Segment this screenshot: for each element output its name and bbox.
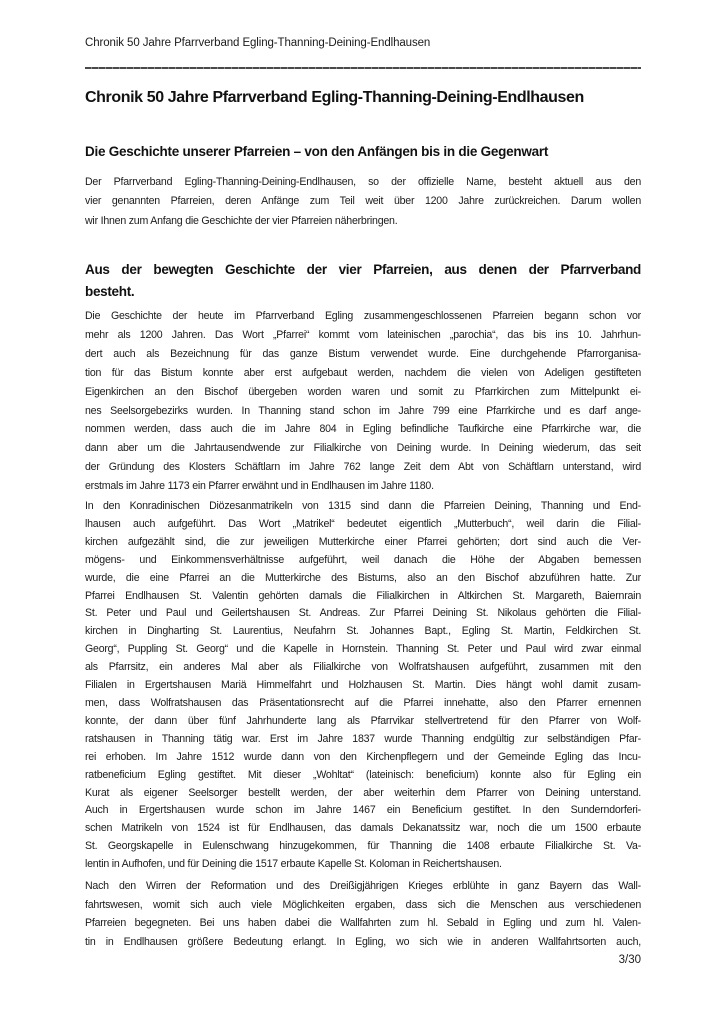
text-line: Nach den Wirren der Reformation und des Dreißigjährigen Krieges erblühte in ganz Bayern das Wall-	[85, 880, 641, 892]
text-line: rei erhoben. Im Jahre 1512 wurde dann von den Kirchenpflegern und der Gemeinde Egling das Incu-	[85, 750, 641, 763]
text-line: erstmals im Jahre 1173 ein Pfarrer erwähnt und in Endlhausen im Jahre 1180.	[85, 480, 434, 493]
text-line: ratshausen in Thanning tätig war. Erst im Jahre 1837 wurde Thanning endgültig zur selbständigen Pfar-	[85, 732, 641, 745]
text-line: kirchen in Dingharting St. Laurentius, Neufahrn St. Johannes Bapt., Egling St. Martin, Feldkirchen St.	[85, 625, 641, 638]
text-line: nes Seelsorgebezirks wurden. In Thanning stand schon im Jahre 799 eine Pfarrkirche und es darf ange-	[85, 404, 641, 417]
text-line: In den Konradinischen Diözesanmatrikeln von 1315 sind dann die Pfarreien Deining, Thanning und End-	[85, 500, 641, 512]
text-line: Eigenkirchen an den Bischof übergeben worden waren und somit zu Pfarrkirchen zum Mittelpunkt ei-	[85, 385, 641, 398]
section-heading-aus-der-bewegten-geschichte	[85, 259, 641, 304]
text-line: besteht.	[85, 284, 135, 300]
text-line: Georg“, Puppling St. Georg“ und die Kapelle in Hornstein. Thanning St. Peter und Paul wird zwar einmal	[85, 643, 641, 656]
paragraph-wallfahrten	[85, 877, 641, 952]
document-title: Chronik 50 Jahre Pfarrverband Egling-Thanning-Deining-Endlhausen	[85, 89, 584, 106]
header-separator-line	[85, 67, 641, 69]
text-line: als Pfarrsitz, ein anderes Mal aber als Filialkirche von Wolfratshausen aufgeführt, zusammen mit den	[85, 661, 641, 674]
text-line: ratbeneficium Egling gestiftet. Mit dieser „Wohltat“ (lateinisch: beneficium) konnte also für Egling ein	[85, 768, 641, 781]
text-line: lhausen auch aufgeführt. Das Wort „Matrikel“ bedeutet eigentlich „Mutterbuch“, weil darin die Filial-	[85, 517, 641, 530]
text-line: schen Matrikeln von 1524 ist für Endlhausen, das damals Dekanatssitz war, noch die um 1500 erbaute	[85, 822, 641, 835]
text-line: der Gründung des Klosters Schäftlarn im Jahre 762 lange Zeit dem Abt von Schäftlarn unterstand, wird	[85, 461, 641, 474]
paragraph-intro	[85, 173, 641, 231]
paragraph-geschichte-pfarreien	[85, 307, 641, 496]
text-line: men, dass Wolfratshausen das Präsentationsrecht auf die Pfarrei innehatte, also den Pfarrer ernennen	[85, 696, 641, 709]
section-heading-geschichte-unserer-pfarreien: Die Geschichte unserer Pfarreien – von den Anfängen bis in die Gegenwart	[85, 144, 549, 159]
text-line: Auch in Ergertshausen wurde schon im Jahre 1467 ein Beneficium gestiftet. In den Sunderndorferi-	[85, 804, 641, 817]
running-header: Chronik 50 Jahre Pfarrverband Egling-Thanning-Deining-Endlhausen	[85, 37, 431, 49]
text-line: nommen werden, dass auch die im Jahre 804 in Egling befindliche Taufkirche eine Pfarrkirche war, die	[85, 423, 641, 436]
paragraph-matrikeln	[85, 498, 641, 874]
page-content	[85, 0, 641, 1024]
text-line: dert auch als Bezeichnung für das ganze Bistum verwendet wurde. Eine durchgehende Pfarrorganisa-	[85, 347, 641, 360]
text-line: kirchen aufgezählt sind, die zur jeweiligen Mutterkirche einer Pfarrei gehörten; dort sind auch die Ver-	[85, 535, 641, 548]
text-line: Aus der bewegten Geschichte der vier Pfarreien, aus denen der Pfarrverband	[85, 262, 641, 277]
text-line: fahrtswesen, womit sich auch viele Möglichkeiten ergaben, dass sich die Menschen aus verschiedenen	[85, 898, 641, 911]
text-line: Filialen in Ergertshausen Mariä Himmelfahrt und Holzhausen St. Martin. Dies hängt wohl damit zusam-	[85, 679, 641, 692]
text-line: vier genannten Pfarreien, deren Anfänge zum Teil weit über 1200 Jahre zurückreichen. Darum wollen	[85, 195, 641, 208]
text-line: dann aber um die Jahrtausendwende zur Filialkirche von Deining wurde. In Deining wiederum, das seit	[85, 442, 641, 455]
text-line: wurde, die eine Pfarrei an die Mutterkirche des Bistums, also an den Bischof abzuführen hatte. Zur	[85, 571, 641, 584]
text-line: St. Peter und Paul und Geilertshausen St. Andreas. Zur Pfarrei Deining St. Nikolaus gehörten die Filial-	[85, 607, 641, 620]
text-line: mehr als 1200 Jahren. Das Wort „Pfarrei“ kommt vom lateinischen „parochia“, das bis ins 10. Jahrhun-	[85, 328, 641, 341]
text-line: Die Geschichte der heute im Pfarrverband Egling zusammengeschlossenen Pfarreien begann schon vor	[85, 310, 641, 322]
page-number: 3/30	[618, 954, 641, 966]
text-line: tin in Endlhausen größere Bedeutung erlangt. In Egling, wo sich wie in anderen Wallfahrtsorten auch,	[85, 936, 641, 949]
text-line: konnte, der dann über fünf Jahrhunderte lang als Pfarrvikar stellvertretend für den Pfarrer von Wolf-	[85, 714, 641, 727]
text-line: Pfarreien begegneten. Bei uns haben dabei die Wallfahrten zum hl. Sebald in Egling und zum hl. Valen-	[85, 917, 641, 930]
text-line: Pfarrei Endlhausen St. Valentin gehörten damals die Filialkirchen in Altkirchen St. Margareth, Baiernrain	[85, 589, 641, 602]
text-line: St. Georgskapelle in Eulenschwang hinzugekommen, für Thanning die 1408 erbaute Filialkirche St. Va-	[85, 840, 641, 853]
text-line: tion für das Bistum konnte aber erst aufgebaut werden, nachdem die vielen von Adeligen gestifteten	[85, 366, 641, 379]
text-line: Kurat als eigener Seelsorger bestellt werden, der aber weiterhin dem Pfarrer von Deining unterstand.	[85, 786, 641, 799]
text-line: mögens- und Einkommensverhältnisse aufgeführt, weil danach die Höhe der Abgaben bemessen	[85, 553, 641, 566]
text-line: Der Pfarrverband Egling-Thanning-Deining-Endlhausen, so der offizielle Name, besteht aktuell aus den	[85, 176, 641, 188]
text-line: lentin in Aufhofen, und für Deining die 1517 erbaute Kapelle St. Koloman in Reichertshausen.	[85, 858, 502, 871]
text-line: wir Ihnen zum Anfang die Geschichte der vier Pfarreien näherbringen.	[85, 214, 398, 227]
